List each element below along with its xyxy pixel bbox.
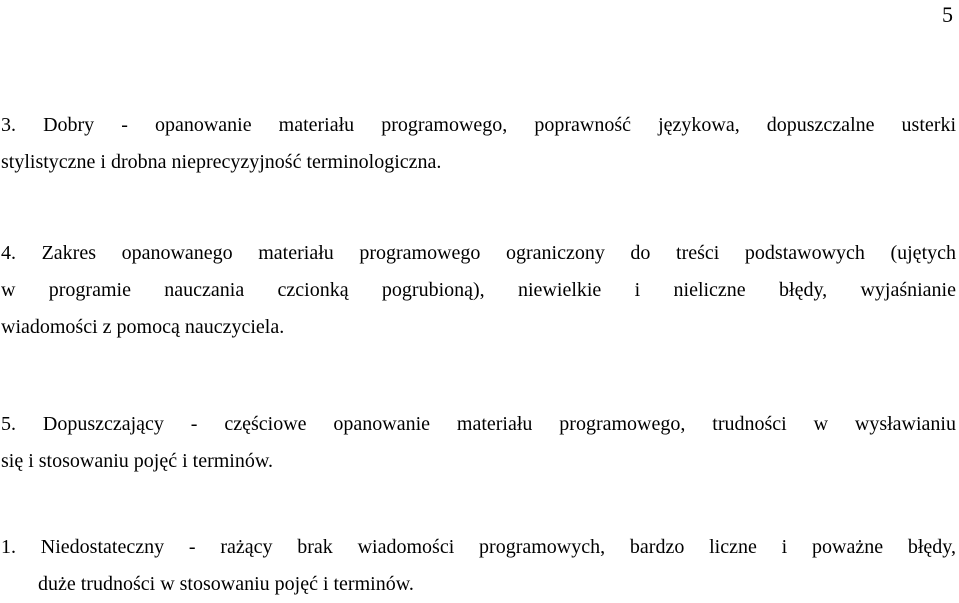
criterion-line: duże trudności w stosowaniu pojęć i terminów. xyxy=(38,573,414,595)
criterion-line: 5. Dopuszczający - częściowe opanowanie materiału programowego, trudności w wysławianiu xyxy=(1,413,956,435)
criterion-line: 4. Zakres opanowanego materiału programowego ograniczony do treści podstawowych (ujętych xyxy=(1,242,956,264)
criterion-line: w programie nauczania czcionką pogrubioną), niewielkie i nieliczne błędy, wyjaśnianie xyxy=(1,279,956,301)
grade-criterion-niedostateczny xyxy=(1,529,956,603)
grade-criterion-dobry xyxy=(1,107,956,181)
grade-criterion-dopuszczajacy xyxy=(1,406,956,480)
criterion-line: się i stosowaniu pojęć i terminów. xyxy=(1,450,273,472)
criterion-line: wiadomości z pomocą nauczyciela. xyxy=(1,316,285,338)
grade-criterion-dostateczny xyxy=(1,235,956,346)
criterion-line: 1. Niedostateczny - rażący brak wiadomości programowych, bardzo liczne i poważne błędy, xyxy=(1,536,956,558)
page-number: 5 xyxy=(942,2,953,27)
criterion-line: stylistyczne i drobna nieprecyzyjność terminologiczna. xyxy=(1,151,442,173)
criterion-line: 3. Dobry - opanowanie materiału programowego, poprawność językowa, dopuszczalne usterki xyxy=(1,114,956,136)
